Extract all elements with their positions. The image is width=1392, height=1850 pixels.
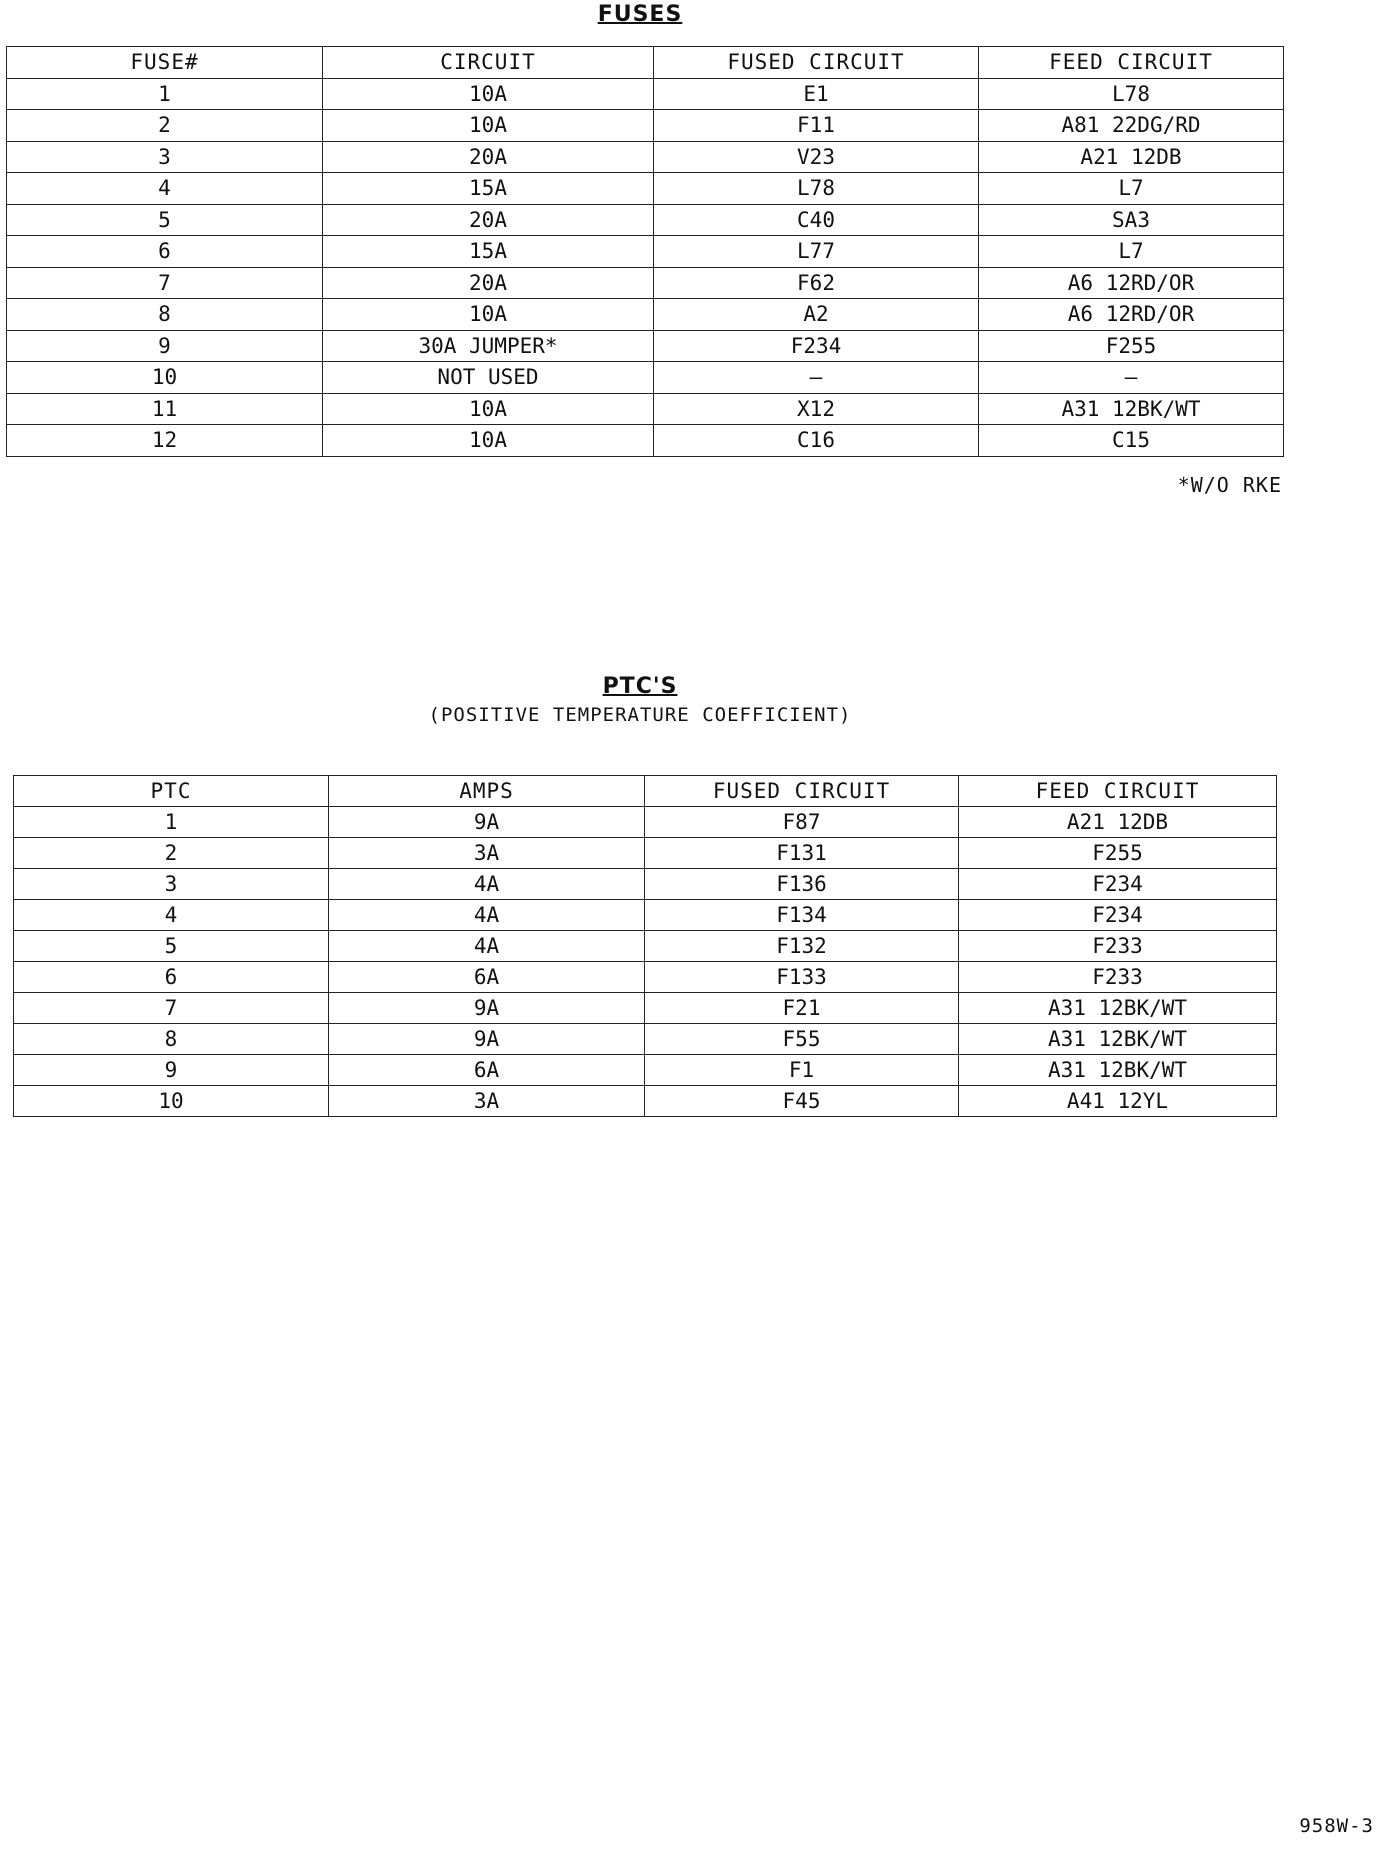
ptcs-table-cell: 9A — [329, 807, 645, 838]
ptcs-table-cell: F1 — [645, 1055, 959, 1086]
ptcs-table-cell: 7 — [14, 993, 329, 1024]
fuses-table-cell: 10A — [323, 425, 654, 457]
fuses-table-cell: 11 — [7, 393, 323, 425]
fuses-table-row — [7, 236, 1284, 268]
ptcs-table-cell: 8 — [14, 1024, 329, 1055]
fuses-table-cell: SA3 — [979, 204, 1284, 236]
ptcs-table-cell: A31 12BK/WT — [959, 993, 1277, 1024]
fuses-table-cell: C15 — [979, 425, 1284, 457]
ptcs-table-cell: 9 — [14, 1055, 329, 1086]
fuses-table-row — [7, 204, 1284, 236]
fuses-table-cell: 10A — [323, 299, 654, 331]
ptcs-table-cell: 3A — [329, 838, 645, 869]
ptcs-table-cell: 3 — [14, 869, 329, 900]
fuses-table-cell: 4 — [7, 173, 323, 205]
fuses-table-cell: 12 — [7, 425, 323, 457]
ptcs-table-cell: 6A — [329, 1055, 645, 1086]
fuses-table-cell: F255 — [979, 330, 1284, 362]
fuses-table-cell: A2 — [654, 299, 979, 331]
ptcs-table-cell: 9A — [329, 993, 645, 1024]
fuses-table-cell: X12 — [654, 393, 979, 425]
fuses-table-row — [7, 299, 1284, 331]
fuses-table-cell: A6 12RD/OR — [979, 267, 1284, 299]
fuses-table-row — [7, 362, 1284, 394]
ptcs-table-cell: F45 — [645, 1086, 959, 1117]
ptcs-table-cell: F55 — [645, 1024, 959, 1055]
ptcs-table — [13, 775, 1277, 1117]
fuses-table-cell: 2 — [7, 110, 323, 142]
fuses-table-cell: 8 — [7, 299, 323, 331]
ptcs-title: PTC'S — [602, 674, 678, 699]
ptcs-table-cell: 9A — [329, 1024, 645, 1055]
ptcs-table-row — [14, 1055, 1277, 1086]
ptcs-table-cell: 10 — [14, 1086, 329, 1117]
ptcs-table-cell: F132 — [645, 931, 959, 962]
ptcs-table-row — [14, 900, 1277, 931]
fuses-table-cell: A6 12RD/OR — [979, 299, 1284, 331]
fuses-table-cell: 15A — [323, 173, 654, 205]
fuses-table-cell: L7 — [979, 236, 1284, 268]
ptcs-table-cell: A41 12YL — [959, 1086, 1277, 1117]
fuses-table-row — [7, 141, 1284, 173]
fuses-table-row — [7, 267, 1284, 299]
ptcs-table-cell: F234 — [959, 869, 1277, 900]
ptcs-table-row — [14, 1024, 1277, 1055]
fuses-table-cell: F234 — [654, 330, 979, 362]
fuses-table-cell: 1 — [7, 78, 323, 110]
fuses-table-row — [7, 173, 1284, 205]
ptcs-table-cell: A21 12DB — [959, 807, 1277, 838]
ptcs-table-cell: F134 — [645, 900, 959, 931]
ptcs-table-cell: F131 — [645, 838, 959, 869]
fuses-table-cell: – — [654, 362, 979, 394]
ptcs-table-cell: F133 — [645, 962, 959, 993]
fuses-table-cell: NOT USED — [323, 362, 654, 394]
ptcs-table-row — [14, 962, 1277, 993]
ptcs-header-amps: AMPS — [329, 776, 645, 807]
fuses-table-cell: A21 12DB — [979, 141, 1284, 173]
fuses-table-cell: L7 — [979, 173, 1284, 205]
fuses-table-cell: 5 — [7, 204, 323, 236]
fuses-table-row — [7, 110, 1284, 142]
fuses-header-fused-circuit: FUSED CIRCUIT — [654, 47, 979, 79]
page-id: 958W-3 — [1299, 1815, 1374, 1837]
fuses-table-cell: V23 — [654, 141, 979, 173]
fuses-table-cell: 20A — [323, 141, 654, 173]
fuses-table-row — [7, 393, 1284, 425]
ptcs-table-cell: F255 — [959, 838, 1277, 869]
fuses-table-row — [7, 330, 1284, 362]
fuses-header-circuit: CIRCUIT — [323, 47, 654, 79]
ptcs-table-cell: 4A — [329, 931, 645, 962]
ptcs-header-row — [14, 776, 1277, 807]
fuses-table-row — [7, 78, 1284, 110]
fuses-table-cell: A81 22DG/RD — [979, 110, 1284, 142]
ptcs-table-cell: F136 — [645, 869, 959, 900]
fuses-table — [6, 46, 1284, 457]
ptcs-header-feed-circuit: FEED CIRCUIT — [959, 776, 1277, 807]
fuses-table-cell: 10 — [7, 362, 323, 394]
fuses-table-cell: L78 — [979, 78, 1284, 110]
fuses-table-cell: A31 12BK/WT — [979, 393, 1284, 425]
fuses-table-cell: F11 — [654, 110, 979, 142]
fuses-table-cell: 10A — [323, 78, 654, 110]
ptcs-table-cell: 5 — [14, 931, 329, 962]
ptcs-subtitle: (POSITIVE TEMPERATURE COEFFICIENT) — [428, 704, 852, 726]
fuses-header-fuse-number: FUSE# — [7, 47, 323, 79]
ptcs-table-cell: 4 — [14, 900, 329, 931]
ptcs-table-row — [14, 993, 1277, 1024]
fuses-table-cell: L78 — [654, 173, 979, 205]
fuses-table-cell: 10A — [323, 393, 654, 425]
fuses-header-feed-circuit: FEED CIRCUIT — [979, 47, 1284, 79]
ptcs-table-cell: 4A — [329, 900, 645, 931]
fuses-table-row — [7, 425, 1284, 457]
ptcs-table-cell: A31 12BK/WT — [959, 1055, 1277, 1086]
ptcs-table-row — [14, 838, 1277, 869]
ptcs-table-cell: 6A — [329, 962, 645, 993]
ptcs-table-row — [14, 1086, 1277, 1117]
ptcs-table-row — [14, 869, 1277, 900]
ptcs-table-cell: 2 — [14, 838, 329, 869]
fuses-table-cell: 20A — [323, 204, 654, 236]
ptcs-table-row — [14, 807, 1277, 838]
fuses-header-row — [7, 47, 1284, 79]
ptcs-table-cell: F233 — [959, 931, 1277, 962]
fuses-table-cell: C40 — [654, 204, 979, 236]
fuses-table-cell: 7 — [7, 267, 323, 299]
fuses-table-cell: 9 — [7, 330, 323, 362]
fuses-table-cell: C16 — [654, 425, 979, 457]
ptcs-table-cell: F234 — [959, 900, 1277, 931]
fuses-body — [7, 78, 1284, 456]
fuses-title: FUSES — [597, 2, 683, 27]
ptcs-table-cell: F87 — [645, 807, 959, 838]
ptcs-table-cell: 6 — [14, 962, 329, 993]
fuses-table-cell: – — [979, 362, 1284, 394]
fuses-table-cell: E1 — [654, 78, 979, 110]
ptcs-table-cell: F21 — [645, 993, 959, 1024]
ptcs-table-cell: 1 — [14, 807, 329, 838]
ptcs-table-cell: 3A — [329, 1086, 645, 1117]
ptcs-header-ptc: PTC — [14, 776, 329, 807]
ptcs-body — [14, 807, 1277, 1117]
fuses-table-cell: 15A — [323, 236, 654, 268]
ptcs-table-row — [14, 931, 1277, 962]
fuses-table-cell: L77 — [654, 236, 979, 268]
fuses-table-cell: 20A — [323, 267, 654, 299]
fuses-table-cell: 30A JUMPER* — [323, 330, 654, 362]
fuses-table-cell: 10A — [323, 110, 654, 142]
fuses-table-cell: F62 — [654, 267, 979, 299]
fuses-table-cell: 3 — [7, 141, 323, 173]
ptcs-header-fused-circuit: FUSED CIRCUIT — [645, 776, 959, 807]
ptcs-table-cell: 4A — [329, 869, 645, 900]
ptcs-table-cell: F233 — [959, 962, 1277, 993]
ptcs-table-cell: A31 12BK/WT — [959, 1024, 1277, 1055]
fuses-table-cell: 6 — [7, 236, 323, 268]
fuses-footnote: *W/O RKE — [1177, 473, 1282, 497]
